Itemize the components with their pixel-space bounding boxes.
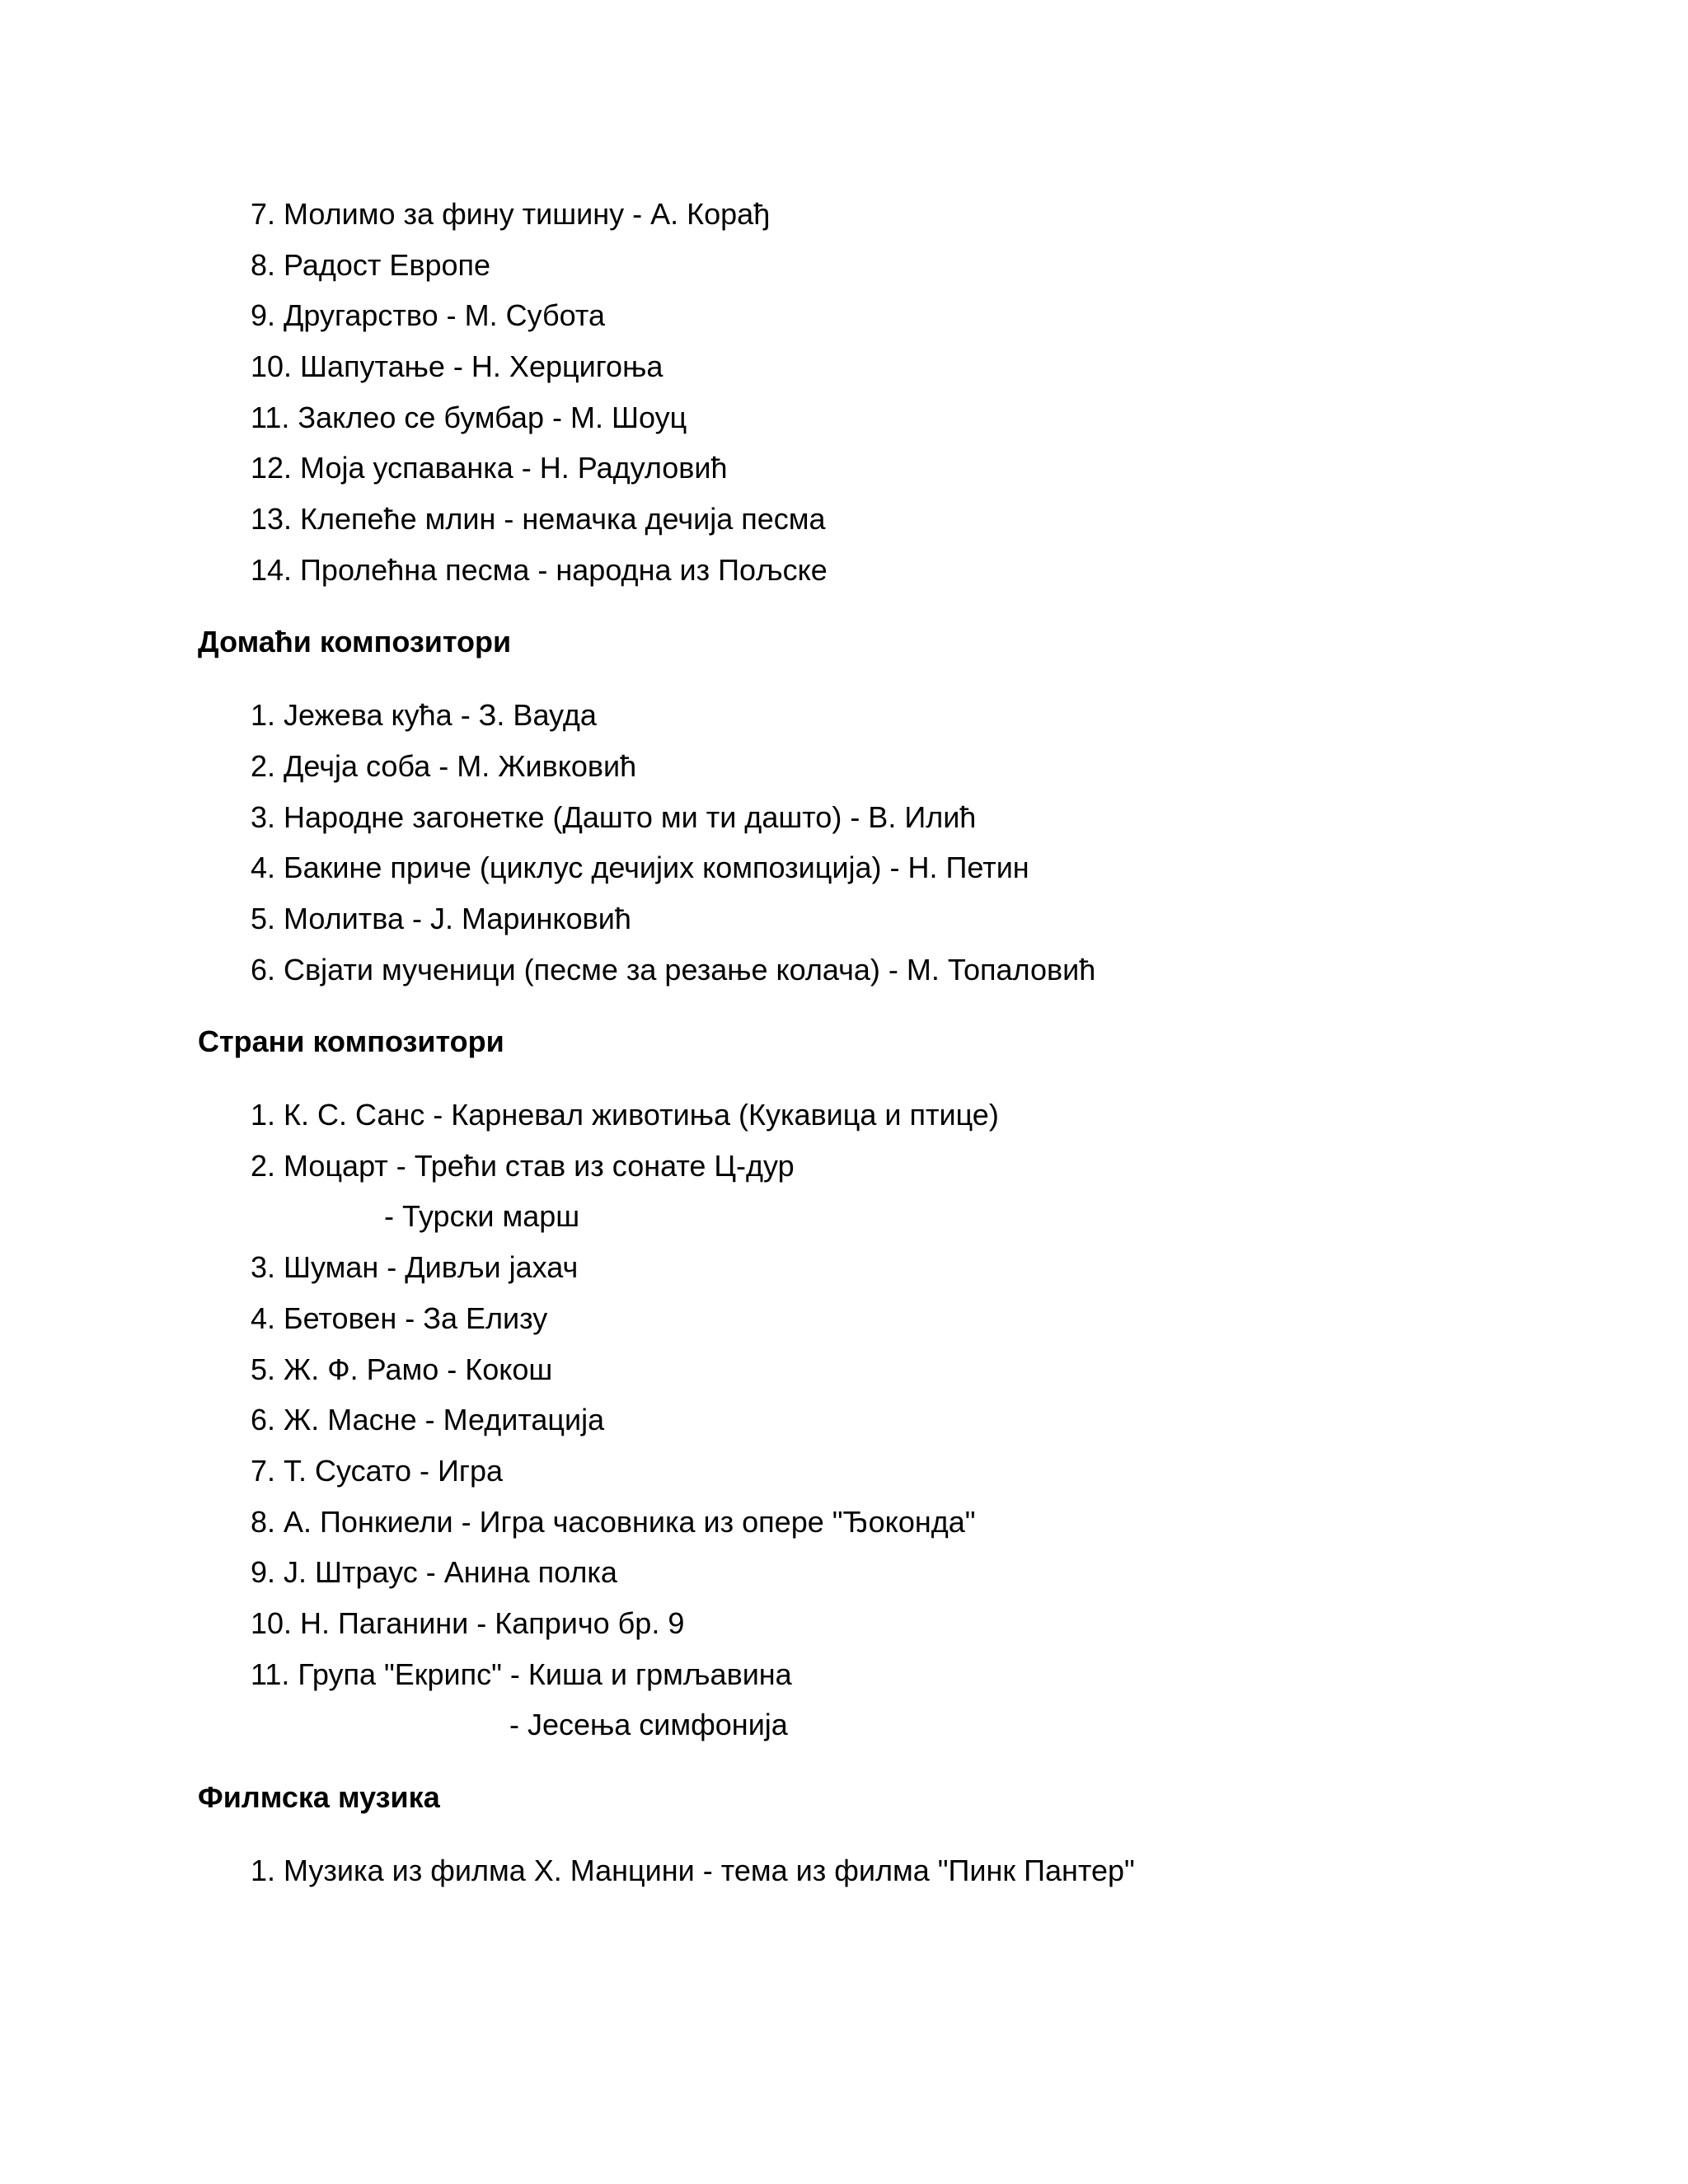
list-item: 1. К. С. Санс - Карневал животиња (Кукавица и птице) [251, 1098, 999, 1132]
list-item: 3. Шуман - Дивљи јахач [251, 1250, 579, 1284]
list-item: 5. Ж. Ф. Рамо - Кокош [251, 1352, 553, 1386]
list-item: 11. Група "Екрипс" - Киша и грмљавина [251, 1657, 792, 1691]
list-item: 6. Ж. Масне - Медитација [251, 1403, 605, 1436]
list-item: 10. Шапутање - Н. Херцигоња [251, 349, 663, 383]
section-heading-foreign: Страни композитори [198, 1024, 504, 1058]
list-item: 8. А. Понкиели - Игра часовника из опере "Ђоконда" [251, 1505, 976, 1539]
list-item: 4. Бетовен - За Елизу [251, 1301, 548, 1335]
list-item: 7. Молимо за фину тишину - А. Корађ [251, 197, 771, 231]
list-item: 9. Ј. Штраус - Анина полка [251, 1555, 617, 1589]
list-item: 1. Музика из филма Х. Манцини - тема из филма "Пинк Пантер" [251, 1854, 1135, 1887]
list-item: 11. Заклео се бумбар - М. Шоуц [251, 401, 687, 434]
list-item: 4. Бакине приче (циклус дечијих композиција) - Н. Петин [251, 851, 1029, 884]
list-item: 14. Пролећна песма - народна из Пољске [251, 553, 828, 587]
list-item-continuation: - Турски марш [384, 1199, 580, 1233]
list-item: 2. Моцарт - Трећи став из сонате Ц-дур [251, 1149, 795, 1183]
list-item: 10. Н. Паганини - Капричо бр. 9 [251, 1606, 685, 1640]
list-item: 9. Другарство - М. Субота [251, 298, 605, 332]
list-item: 1. Јежева кућа - З. Ваудa [251, 698, 597, 732]
list-item: 6. Свјати мученици (песме за резање колача) - М. Топаловић [251, 953, 1096, 987]
list-item: 2. Дечја соба - М. Живковић [251, 749, 637, 783]
section-heading-film: Филмска музика [198, 1780, 440, 1814]
list-item: 3. Народне загонетке (Дашто ми ти дашто) - В. Илић [251, 800, 977, 834]
list-item-continuation: - Јесења симфонија [509, 1708, 788, 1741]
list-item: 8. Радост Европе [251, 248, 491, 282]
list-item: 12. Моја успаванка - Н. Радуловић [251, 451, 728, 485]
list-item: 13. Клепеће млин - немачка дечија песма [251, 502, 826, 536]
list-item: 7. Т. Сусато - Игра [251, 1454, 503, 1488]
list-item: 5. Молитва - Ј. Маринковић [251, 902, 631, 935]
section-heading-domestic: Домаћи композитори [198, 625, 512, 658]
